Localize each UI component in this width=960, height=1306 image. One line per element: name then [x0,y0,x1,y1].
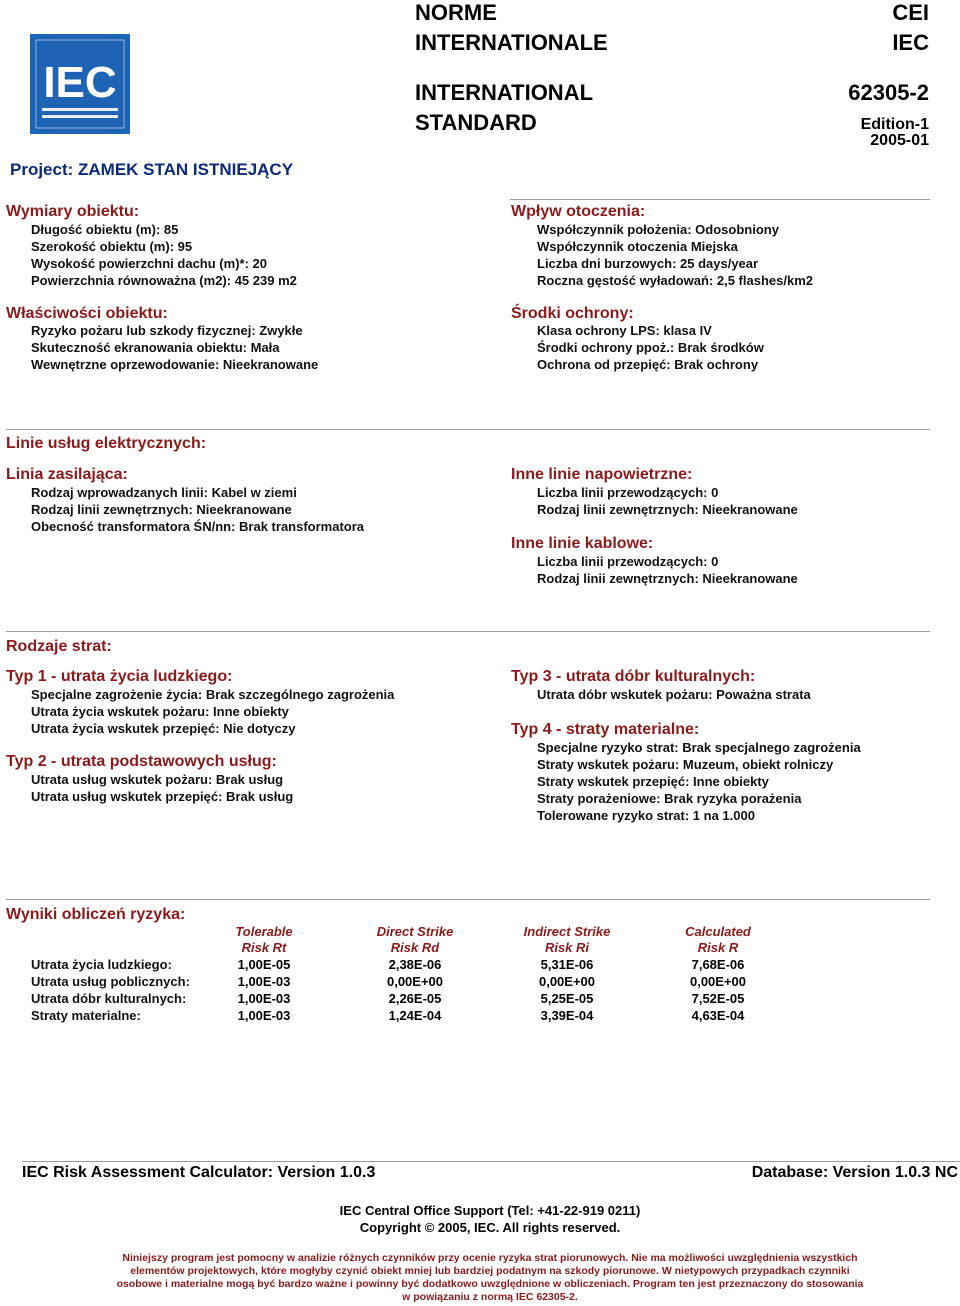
cable-line: Rodzaj linii zewnętrznych: Nieekranowane [537,571,798,586]
table-cell: 7,52E-05 [691,991,745,1006]
loss-type4-line: Straty wskutek pożaru: Muzeum, obiekt rolniczy [537,757,834,772]
dimensions-line: Szerokość obiektu (m): 95 [31,239,193,254]
properties-line: Skuteczność ekranowania obiektu: Mała [31,340,280,355]
project-title: Project: ZAMEK STAN ISTNIEJĄCY [10,160,294,179]
properties-line: Wewnętrzne oprzewodowanie: Nieekranowane [31,357,319,372]
support-phone: IEC Central Office Support (Tel: +41-22-919 0211) [339,1203,641,1218]
table-cell: 1,00E-05 [237,957,291,972]
calculator-version: IEC Risk Assessment Calculator: Version 1.0.3 [22,1164,376,1181]
results-title: Wyniki obliczeń ryzyka: [6,906,186,923]
loss-type2-list [31,771,293,805]
row-label: Utrata dóbr kulturalnych: [31,991,187,1006]
loss-type4-line: Tolerowane ryzyko strat: 1 na 1.000 [537,808,755,823]
table-cell: 1,24E-04 [388,1008,442,1023]
environment-title: Wpływ otoczenia: [511,203,646,220]
code-cei: CEI [892,0,929,25]
protection-title: Środki ochrony: [511,305,634,322]
table-cell: 7,68E-06 [691,957,745,972]
col-header-direct [355,924,475,956]
protection-line: Klasa ochrony LPS: klasa IV [537,323,712,338]
col-header-line: Risk Rt [241,940,287,955]
table-cell: 1,00E-03 [237,991,291,1006]
col-direct [355,956,475,1024]
loss-type2-line: Utrata usług wskutek pożaru: Brak usług [31,772,284,787]
col-header-line: Tolerable [235,924,293,939]
iec-logo-icon [30,34,130,134]
loss-type1-line: Specjalne zagrożenie życia: Brak szczególnego zagrożenia [31,687,395,702]
table-cell: 0,00E+00 [538,974,596,989]
cable-list [537,553,798,587]
col-header-line: Direct Strike [376,924,454,939]
col-header-line: Risk Ri [544,940,590,955]
loss-type2-title: Typ 2 - utrata podstawowych usług: [6,753,277,770]
copyright: Copyright © 2005, IEC. All rights reserved. [359,1220,621,1235]
support-block [0,1202,960,1236]
title-fr-1: NORME [415,0,497,25]
environment-line: Liczba dni burzowych: 25 days/year [537,256,759,271]
disclaimer-line: elementów projektowych, które mogłyby czynić obiekt mniej lub bardziej podatnym na szkody piorunowe. W nietypowych przypadkach czynniki [130,1265,850,1277]
loss-type4-line: Specjalne ryzyko strat: Brak specjalnego zagrożenia [537,740,861,755]
cable-title: Inne linie kablowe: [511,535,654,552]
services-title: Linie usług elektrycznych: [6,435,207,452]
col-header-line: Indirect Strike [523,924,611,939]
loss-type4-list [537,739,861,824]
dimensions-line: Długość obiektu (m): 85 [31,222,179,237]
properties-line: Ryzyko pożaru lub szkody fizycznej: Zwykłe [31,323,303,338]
disclaimer [0,1252,960,1304]
database-version: Database: Version 1.0.3 NC [751,1164,958,1181]
header-divider [510,199,930,200]
col-header-tolerable [204,924,324,956]
title-fr [415,0,608,58]
table-cell: 1,00E-03 [237,974,291,989]
supply-line: Rodzaj wprowadzanych linii: Kabel w ziemi [31,485,297,500]
environment-line: Roczna gęstość wyładowań: 2,5 flashes/km2 [537,273,813,288]
table-cell: 2,38E-06 [388,957,442,972]
title-en-1: INTERNATIONAL [415,80,594,105]
loss-type1-title: Typ 1 - utrata życia ludzkiego: [6,668,233,685]
loss-type1-line: Utrata życia wskutek przepięć: Nie dotyczy [31,721,296,736]
loss-type4-line: Straty wskutek przepięć: Inne obiekty [537,774,769,789]
row-label: Utrata życia ludzkiego: [31,957,172,972]
losses-title: Rodzaje strat: [6,638,112,655]
table-cell: 5,25E-05 [540,991,594,1006]
protection-list [537,322,764,373]
std-codes [892,0,929,58]
supply-title: Linia zasilająca: [6,466,128,483]
col-indirect [507,956,627,1024]
disclaimer-line: w powiązaniu z normą IEC 62305-2. [402,1291,578,1303]
table-cell: 1,00E-03 [237,1008,291,1023]
properties-title: Właściwości obiektu: [6,305,168,322]
disclaimer-line: Niniejszy program jest pomocny w analizie różnych czynników przy ocenie ryzyka strat piorunowych. Nie ma możliwości uwzględnienia wszystkich [122,1252,858,1264]
table-cell: 3,39E-04 [540,1008,594,1023]
loss-type1-line: Utrata życia wskutek pożaru: Inne obiekty [31,704,289,719]
divider-results [6,899,930,900]
title-en [415,78,593,138]
cable-line: Liczba linii przewodzących: 0 [537,554,719,569]
dimensions-title: Wymiary obiektu: [6,203,140,220]
supply-line: Rodzaj linii zewnętrznych: Nieekranowane [31,502,292,517]
loss-type4-line: Straty porażeniowe: Brak ryzyka porażenia [537,791,802,806]
loss-type2-line: Utrata usług wskutek przepięć: Brak usług [31,789,294,804]
table-cell: 4,63E-04 [691,1008,745,1023]
table-cell: 0,00E+00 [689,974,747,989]
supply-list [31,484,364,535]
edition: Edition-1 [860,116,929,133]
edition-date: 2005-01 [870,132,929,149]
col-header-indirect [507,924,627,956]
iec-logo [30,34,130,134]
loss-type1-list [31,686,394,737]
col-header-line: Risk Rd [390,940,440,955]
table-cell: 5,31E-06 [540,957,594,972]
loss-type3-list [537,686,811,703]
loss-type3-title: Typ 3 - utrata dóbr kulturalnych: [511,668,756,685]
protection-line: Ochrona od przepięć: Brak ochrony [537,357,759,372]
row-label: Utrata usług poblicznych: [31,974,190,989]
table-cell: 2,26E-05 [388,991,442,1006]
dimensions-line: Powierzchnia równoważna (m2): 45 239 m2 [31,273,297,288]
row-labels [31,956,190,1024]
edition-block [861,117,929,149]
overhead-list [537,484,798,518]
title-fr-2: INTERNATIONALE [415,30,608,55]
footer-divider [22,1161,960,1162]
overhead-line: Liczba linii przewodzących: 0 [537,485,719,500]
protection-line: Środki ochrony ppoż.: Brak środków [537,340,764,355]
code-iec: IEC [892,30,929,55]
logo-text: IEC [43,58,117,107]
disclaimer-line: osobowe i materialne mogą być bardzo ważne i powinny być dodatkowo uwzględnione w obliczeniach. Program ten jest przeznaczony do stosowania [116,1278,864,1290]
loss-type4-title: Typ 4 - straty materialne: [511,721,700,738]
environment-line: Współczynnik położenia: Odosobniony [537,222,779,237]
col-header-calculated [658,924,778,956]
divider-services [6,429,930,430]
loss-type3-line: Utrata dóbr wskutek pożaru: Poważna strata [537,687,811,702]
col-header-line: Risk R [697,940,739,955]
std-number: 62305-2 [848,80,929,105]
col-tolerable [204,956,324,1024]
environment-line: Współczynnik otoczenia Miejska [537,239,738,254]
properties-list [31,322,318,373]
table-cell: 0,00E+00 [386,974,444,989]
divider-losses [6,631,930,632]
overhead-line: Rodzaj linii zewnętrznych: Nieekranowane [537,502,798,517]
col-header-line: Calculated [685,924,751,939]
dimensions-list [31,221,297,289]
title-en-2: STANDARD [415,110,537,135]
col-calculated [658,956,778,1024]
row-label: Straty materialne: [31,1008,141,1023]
environment-list [537,221,813,289]
supply-line: Obecność transformatora ŚN/nn: Brak transformatora [31,519,365,534]
dimensions-line: Wysokość powierzchni dachu (m)*: 20 [31,256,267,271]
overhead-title: Inne linie napowietrzne: [511,466,693,483]
